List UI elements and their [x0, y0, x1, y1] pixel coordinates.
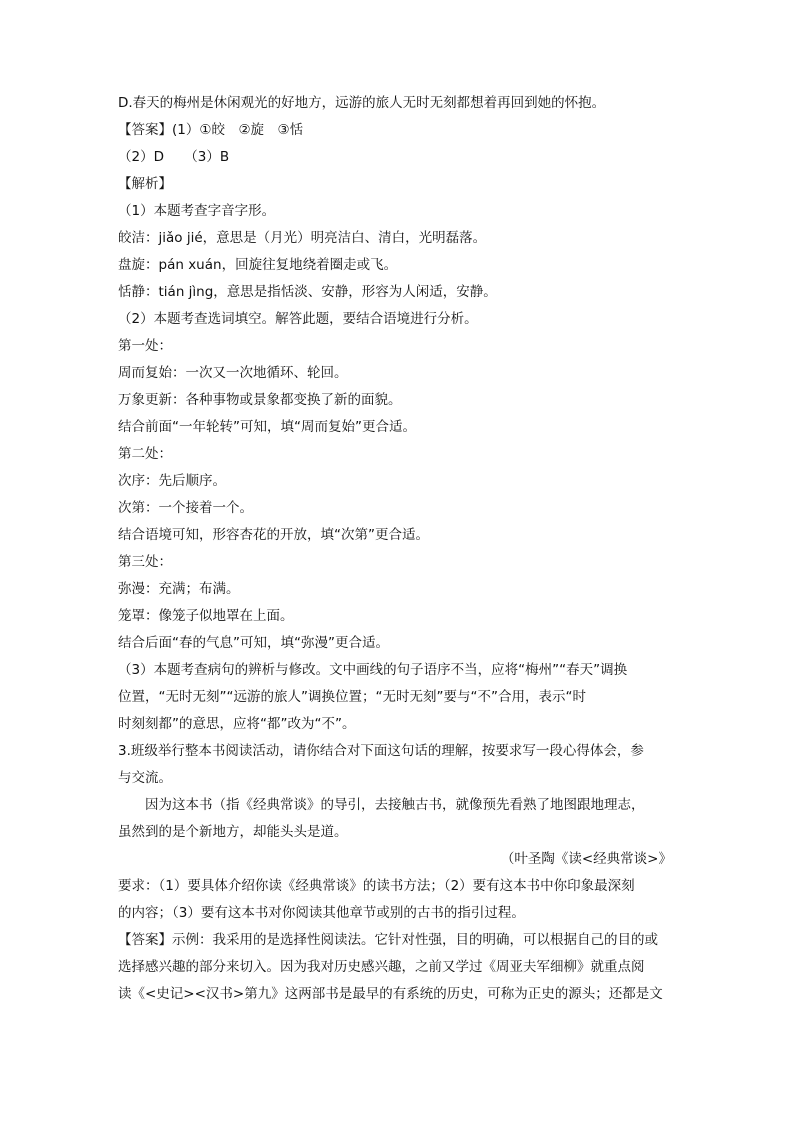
answer-line: 【答案】示例：我采用的是选择性阅读法。它针对性强，目的明确，可以根据自己的目的或 [118, 932, 658, 948]
document-page [118, 90, 678, 1008]
answer-line: 【答案】(1）①皎 ②旋 ③恬 [118, 122, 304, 138]
text-line: 第三处： [118, 554, 172, 570]
text-line: 皎洁：jiǎo jié，意思是（月光）明亮洁白、清白，光明磊落。 [118, 230, 487, 246]
requirement-line: 要求：（1）要具体介绍你读《经典常谈》的读书方法；（2）要有这本书中你印象最深刻 [118, 878, 635, 894]
text-line: 结合前面“一年轮转”可知，填“周而复始”更合适。 [118, 419, 416, 435]
text-line: （3）本题考查病句的辨析与修改。文中画线的句子语序不当，应将“梅州”“春天”调换 [118, 662, 628, 678]
text-line: 结合语境可知，形容杏花的开放，填“次第”更合适。 [118, 527, 429, 543]
quote-line: 虽然到的是个新地方，却能头头是道。 [118, 824, 348, 840]
text-line: 周而复始：一次又一次地循环、轮回。 [118, 365, 348, 381]
text-line: 盘旋：pán xuán，回旋往复地绕着圈走或飞。 [118, 257, 398, 273]
text-line: 时刻刻都”的意思，应将“都”改为“不”。 [118, 716, 356, 732]
text-line: D.春天的梅州是休闲观光的好地方，远游的旅人无时无刻都想着再回到她的怀抱。 [118, 95, 606, 111]
answer-line: 选择感兴趣的部分来切入。因为我对历史感兴趣，之前又学过《周亚夫军细柳》就重点阅 [118, 959, 645, 975]
text-line: 笼罩：像笼子似地罩在上面。 [118, 608, 294, 624]
text-line: 位置，“无时无刻”“远游的旅人”调换位置；“无时无刻”要与“不”合用，表示“时 [118, 689, 586, 705]
answer-line: 读《<史记><汉书>第九》这两部书是最早的有系统的历史，可称为正史的源头；还都是文 [118, 986, 663, 1002]
text-line: （1）本题考查字音字形。 [118, 203, 276, 219]
question-line: 3.班级举行整本书阅读活动，请你结合对下面这句话的理解，按要求写一段心得体会，参 [118, 743, 644, 759]
text-line: （2）本题考查选词填空。解答此题，要结合语境进行分析。 [118, 311, 478, 327]
text-line: 恬静：tián jìng，意思是指恬淡、安静，形容为人闲适，安静。 [118, 284, 497, 300]
analysis-heading: 【解析】 [118, 176, 172, 192]
text-line: 结合后面“春的气息”可知，填“弥漫”更合适。 [118, 635, 389, 651]
quote-source: （叶圣陶《读<经典常谈>》 [500, 851, 672, 867]
answer-line: （2）D （3）B [118, 149, 230, 165]
text-line: 弥漫：充满；布满。 [118, 581, 240, 597]
text-line: 万象更新：各种事物或景象都变换了新的面貌。 [118, 392, 402, 408]
text-line: 次第：一个接着一个。 [118, 500, 253, 516]
text-line: 第二处： [118, 446, 172, 462]
quote-line: 因为这本书（指《经典常谈》的导引，去接触古书，就像预先看熟了地图跟地理志， [145, 797, 645, 813]
text-line: 第一处： [118, 338, 172, 354]
text-line: 次序：先后顺序。 [118, 473, 226, 489]
requirement-line: 的内容；（3）要有这本书对你阅读其他章节或别的古书的指引过程。 [118, 905, 525, 921]
question-line: 与交流。 [118, 770, 172, 786]
